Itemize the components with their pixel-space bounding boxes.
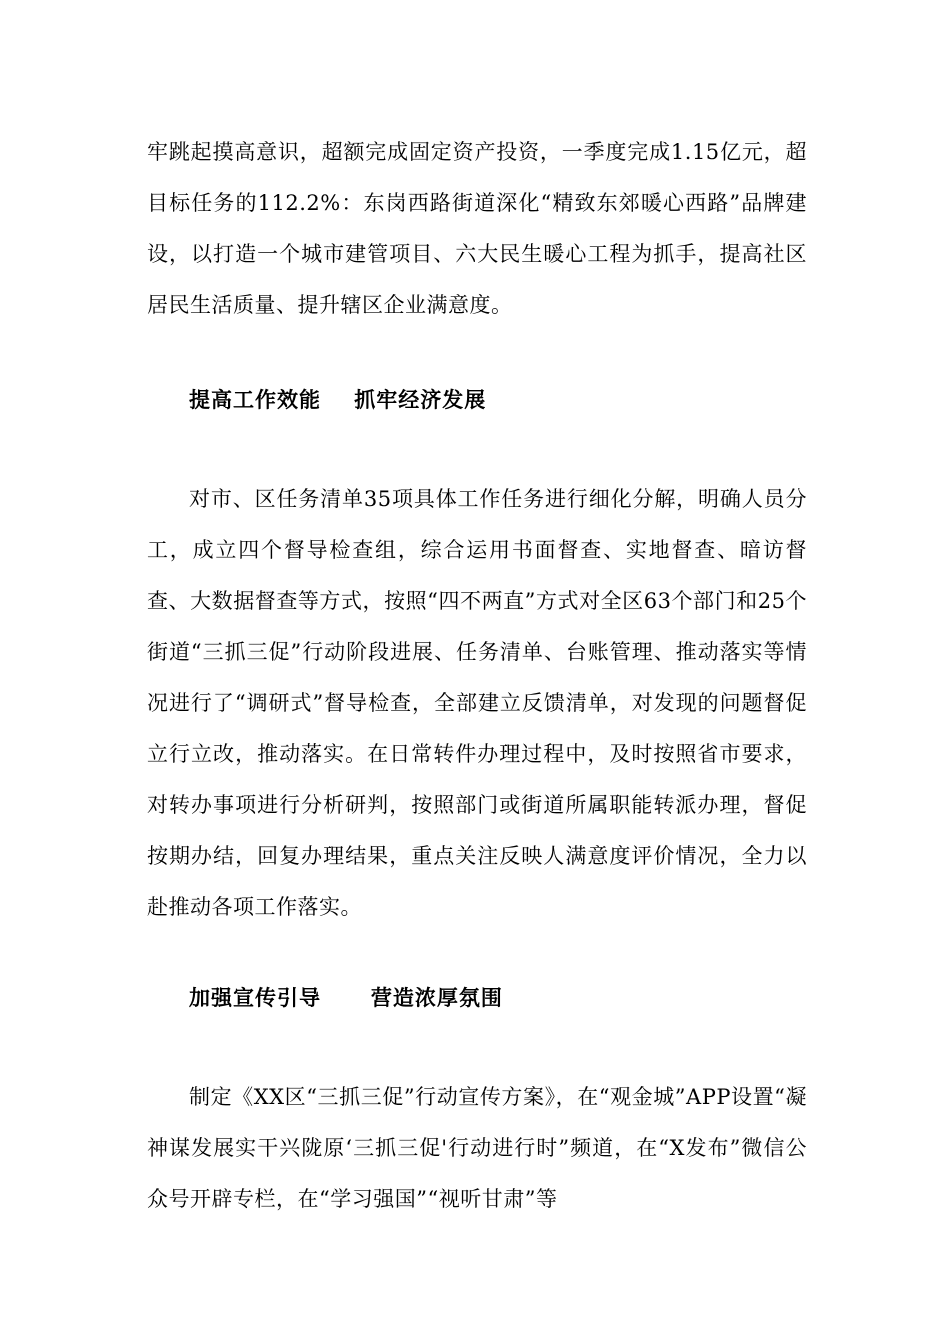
section-heading: 提高工作效能 抓牢经济发展 xyxy=(189,388,487,412)
section-heading: 加强宣传引导 营造浓厚氛围 xyxy=(189,986,503,1010)
body-paragraph: 对市、区任务清单35项具体工作任务进行细化分解，明确人员分工，成立四个督导检查组，综合运用书面督查、实地督查、暗访督查、大数据督查等方式，按照“四不两直”方式对全区63个部门和25个街道“三抓三促”行动阶段进展、任务清单、台账管理、推动落实等情况进行了“调研式”督导检查，全部建立反馈清单，对发现的问题督促立行立改，推动落实。在日常转件办理过程中，及时按照省市要求，对转办事项进行分析研判，按照部门或街道所属职能转派办理，督促按期办结，回复办理结果，重点关注反映人满意度评价情况，全力以赴推动各项工作落实。 xyxy=(147,487,807,919)
body-paragraph: 制定《XX区“三抓三促”行动宣传方案》，在“观金城”APP设置“凝神谋发展实干兴陇原‘三抓三促'行动进行时”频道，在“X发布”微信公众号开辟专栏，在“学习强国”“视听甘肃”等 xyxy=(147,1085,807,1211)
body-paragraph: 牢跳起摸高意识，超额完成固定资产投资，一季度完成1.15亿元，超目标任务的112.2%：东岗西路街道深化“精致东郊暖心西路”品牌建设，以打造一个城市建管项目、六大民生暖心工程为抓手，提高社区居民生活质量、提升辖区企业满意度。 xyxy=(147,140,807,317)
